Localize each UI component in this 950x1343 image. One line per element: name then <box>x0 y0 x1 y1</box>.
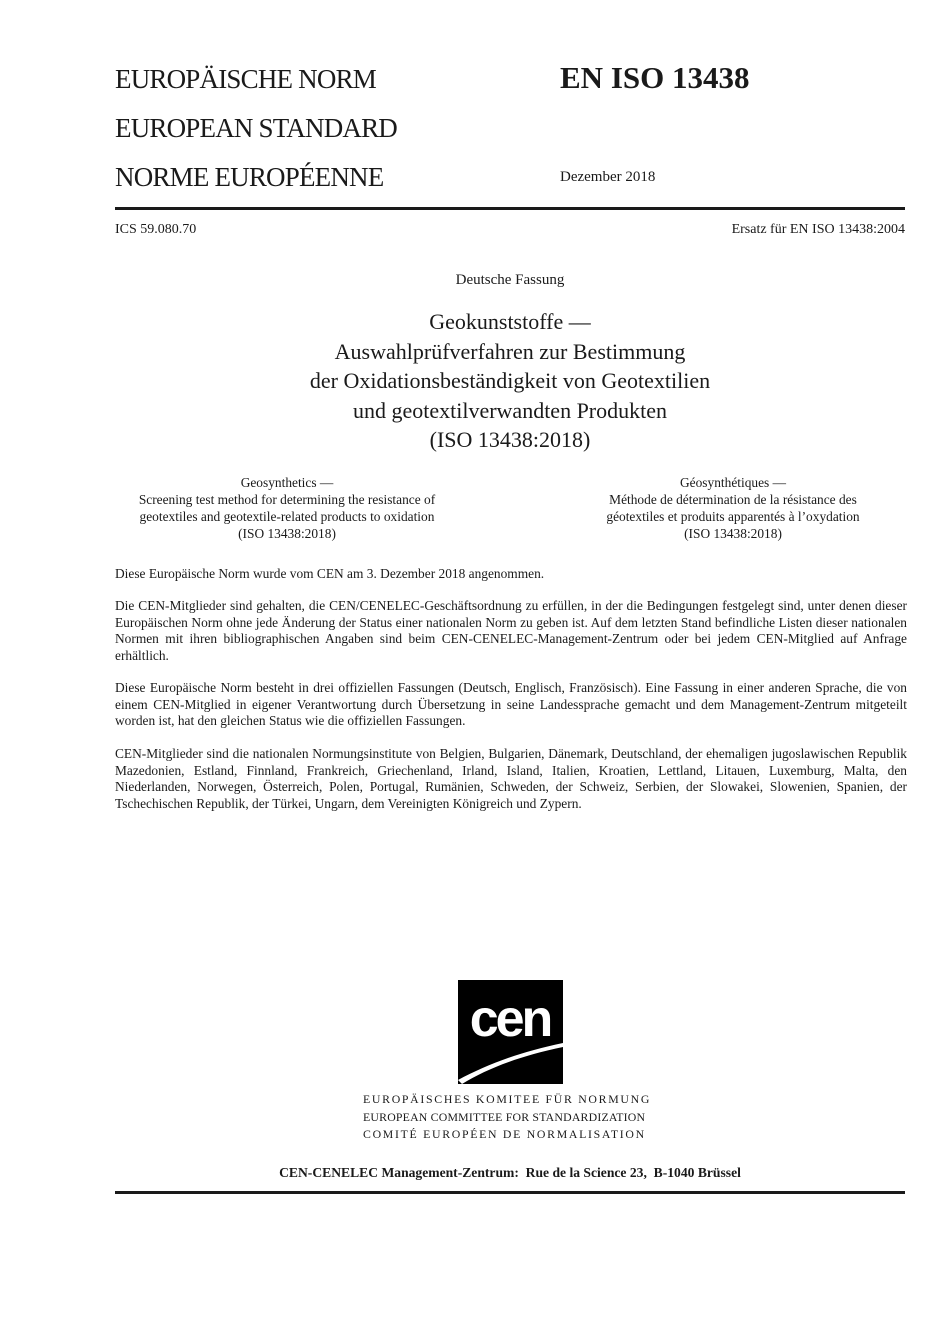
english-title-line: geotextiles and geotextile-related products to oxidation <box>139 509 435 524</box>
french-title-line: Géosynthétiques — <box>680 475 786 490</box>
cen-logo-icon <box>458 980 563 1084</box>
standard-name-fr: NORME EUROPÉENNE <box>115 162 384 192</box>
committee-name-en: EUROPEAN COMMITTEE FOR STANDARDIZATION <box>363 1110 646 1124</box>
publication-date: Dezember 2018 <box>560 169 656 185</box>
english-title <box>112 474 462 542</box>
management-centre-address: CEN-CENELEC Management-Zentrum: Rue de la Science 23, B-1040 Brüssel <box>279 1165 741 1180</box>
english-title-line: Screening test method for determining the resistance of <box>138 492 436 507</box>
standard-name-de: EUROPÄISCHE NORM <box>115 64 376 94</box>
standard-name-en: EUROPEAN STANDARD <box>115 113 398 143</box>
title-line: (ISO 13438:2018) <box>429 427 591 452</box>
ics-code: ICS 59.080.70 <box>115 222 197 237</box>
committee-name-de: EUROPÄISCHES KOMITEE FÜR NORMUNG <box>363 1092 652 1106</box>
french-title-line: géotextiles et produits apparentés à l’oxydation <box>606 509 860 524</box>
paragraph-members: CEN-Mitglieder sind die nationalen Normungsinstitute von Belgien, Bulgarien, Dänemark, Deutschland, der ehemaligen jugoslawischen Republik Mazedonien, Estland, Finnland, Frankreich, Griechenland, Irland, Island, Italien, Kroatien, Lettland, Litauen, Luxemburg, Malta, den Niederlanden, Norwegen, Österreich, Polen, Portugal, Rumänien, Schweden, der Schweiz, Serbien, der Slowakei, Slowenien, Spanien, der Tschechischen Republik, der Türkei, Ungarn, dem Vereinigten Königreich und Zypern. <box>115 746 907 812</box>
english-title-line: (ISO 13438:2018) <box>238 526 336 541</box>
title-line: und geotextilverwandten Produkten <box>352 397 668 423</box>
french-title-line: Méthode de détermination de la résistance des <box>609 492 857 507</box>
supersedes-note: Ersatz für EN ISO 13438:2004 <box>731 222 905 237</box>
document-number: EN ISO 13438 <box>560 60 750 95</box>
paragraph-obligations: Die CEN-Mitglieder sind gehalten, die CEN/CENELEC-Geschäftsordnung zu erfüllen, in der die Bedingungen festgelegt sind, unter denen dieser Europäischen Norm ohne jede Änderung der Status einer nationalen Norm zu geben ist. Auf dem letzten Stand befindliche Listen dieser nationalen Normen mit ihren bibliographischen Angaben sind beim CEN-CENELEC-Management-Zentrum oder bei jedem CEN-Mitglied auf Anfrage erhältlich. <box>115 598 907 664</box>
top-rule <box>115 207 905 210</box>
document-title <box>160 307 860 455</box>
english-title-line: Geosynthetics — <box>240 475 334 490</box>
paragraph-versions: Diese Europäische Norm besteht in drei offiziellen Fassungen (Deutsch, Englisch, Französisch). Eine Fassung in einer anderen Sprache, die von einem CEN-Mitglied in eigener Verantwortung durch Übersetzung in seine Landessprache gemacht und dem Management-Zentrum mitgeteilt worden ist, hat den gleichen Status wie die offiziellen Fassungen. <box>115 680 907 729</box>
bottom-rule <box>115 1191 905 1194</box>
title-line: der Oxidationsbeständigkeit von Geotextilien <box>309 368 711 393</box>
french-title-line: (ISO 13438:2018) <box>684 526 782 541</box>
french-title <box>558 474 908 542</box>
title-line: Geokunststoffe — <box>429 309 591 334</box>
committee-name-fr: COMITÉ EUROPÉEN DE NORMALISATION <box>363 1127 646 1141</box>
title-line: Auswahlprüfverfahren zur Bestimmung <box>334 338 686 364</box>
paragraph-adoption: Diese Europäische Norm wurde vom CEN am 3. Dezember 2018 angenommen. <box>115 566 545 581</box>
svg-text:cen: cen <box>469 990 551 1048</box>
version-label: Deutsche Fassung <box>455 272 565 288</box>
